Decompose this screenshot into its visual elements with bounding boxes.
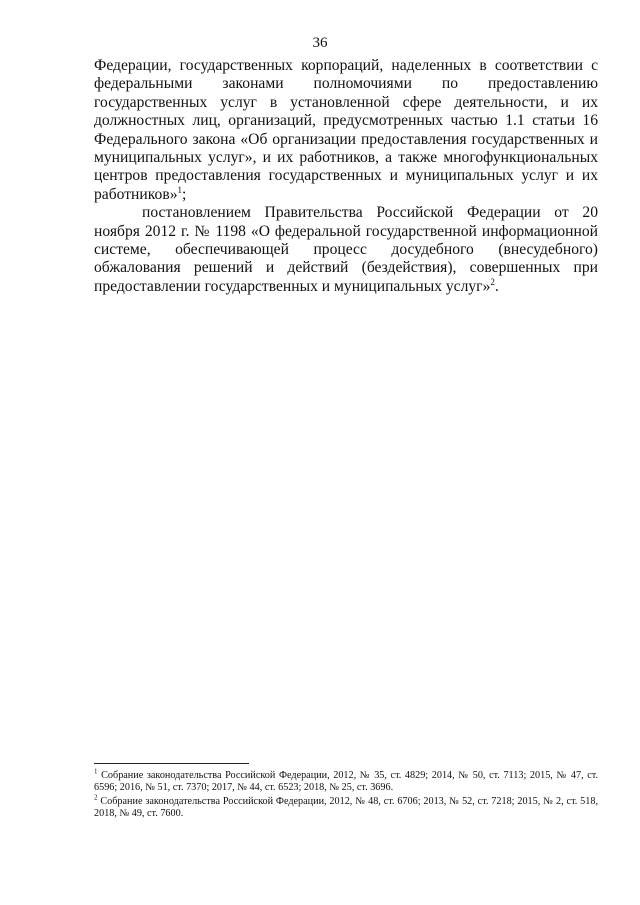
footnote-2 (94, 793, 598, 821)
footnote-ref-1: 1 (177, 184, 182, 195)
footnote-ref-2: 2 (490, 276, 495, 287)
footnote-1-mark: 1 (94, 767, 98, 776)
paragraph-2 (94, 204, 598, 296)
footnotes (94, 767, 598, 822)
paragraph-1 (94, 57, 598, 204)
paragraph-1-tail: ; (182, 185, 187, 203)
footnote-2-text: Собрание законодательства Российской Федерации, 2012, № 48, ст. 6706; 2013, № 52, ст. 7218; 2015, № 2, ст. 518, 2018, № 49, ст. 7600. (94, 795, 598, 820)
page-number: 36 (312, 35, 328, 51)
footnote-1 (94, 767, 598, 795)
body-text (94, 57, 598, 296)
footnote-2-mark: 2 (94, 793, 98, 802)
footnote-separator (94, 763, 249, 764)
paragraph-2-tail: . (494, 277, 499, 295)
paragraph-2-text: постановлением Правительства Российской Федерации от 20 ноября 2012 г. № 1198 «О федеральной государственной информационной системе, обеспечивающей процесс досудебного (внесудебного) обжалования решений и действий (бездействия), совершенных при предоставлении государственных и муниципальных услуг» (94, 204, 598, 295)
footnote-1-text: Собрание законодательства Российской Федерации, 2012, № 35, ст. 4829; 2014, № 50, ст. 7113; 2015, № 47, ст. 6596; 2016, № 51, ст. 7370; 2017, № 44, ст. 6523; 2018, № 25, ст. 3696. (94, 770, 598, 794)
paragraph-1-text: Федерации, государственных корпораций, наделенных в соответствии с федеральными законами полномочиями по предоставлению государственных услуг в установленной сфере деятельности, и их должностных лиц, организаций, предусмотренных частью 1.1 статьи 16 Федерального закона «Об организации предоставления государственных и муниципальных услуг», и их работников, а также многофункциональных центров предоставления государственных и муниципальных услуг и их работников» (94, 57, 598, 203)
